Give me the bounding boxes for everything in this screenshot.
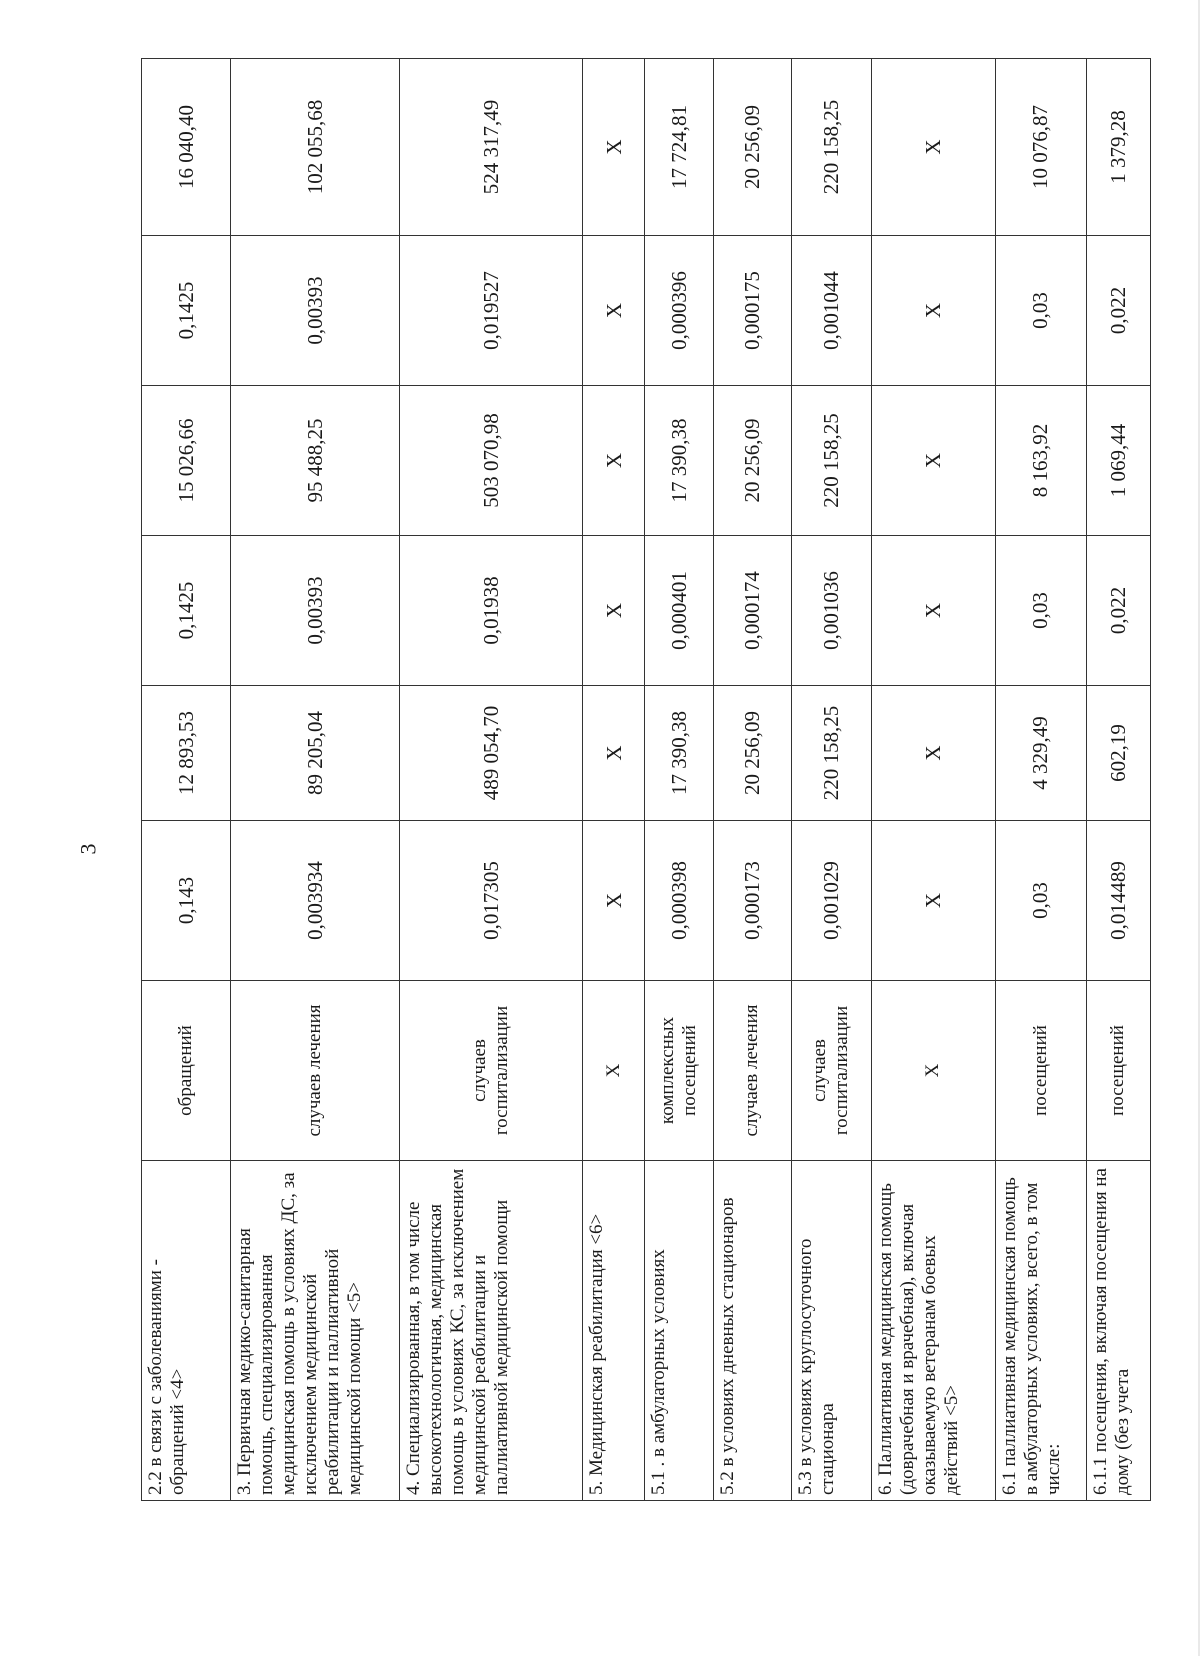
row-name-cell: 5.2 в условиях дневных стационаров — [714, 1161, 792, 1501]
value-cell: 0,014489 — [1086, 821, 1150, 981]
value-cell: 0,1425 — [142, 536, 231, 686]
unit-cell: комплексных посещений — [645, 981, 714, 1161]
value-cell: Х — [871, 386, 995, 536]
value-cell: 0,00393 — [230, 536, 400, 686]
value-cell: 0,000175 — [714, 236, 792, 386]
value-cell: 0,01938 — [400, 536, 583, 686]
table-row — [1086, 59, 1150, 1501]
value-cell: 0,001036 — [791, 536, 871, 686]
rotated-table-wrapper — [141, 59, 1151, 1501]
value-cell: 0,000398 — [645, 821, 714, 981]
value-cell: 524 317,49 — [400, 59, 583, 236]
table-row — [142, 59, 231, 1501]
value-cell: 0,000174 — [714, 536, 792, 686]
table-row — [714, 59, 792, 1501]
table-row — [583, 59, 645, 1501]
value-cell: 15 026,66 — [142, 386, 231, 536]
value-cell: 0,000396 — [645, 236, 714, 386]
value-cell: 17 390,38 — [645, 686, 714, 821]
unit-cell: случаев лечения — [714, 981, 792, 1161]
value-cell: 20 256,09 — [714, 686, 792, 821]
value-cell: 220 158,25 — [791, 386, 871, 536]
table-row — [400, 59, 583, 1501]
row-name-cell: 6.1.1 посещения, включая посещения на дому (без учета — [1086, 1161, 1150, 1501]
value-cell: 220 158,25 — [791, 686, 871, 821]
row-name-cell: 3. Первичная медико-санитарная помощь, специализированная медицинская помощь в условиях ДС, за исключением медицинской реабилитации и паллиативной медицинской помощи <5> — [230, 1161, 400, 1501]
value-cell: 0,000401 — [645, 536, 714, 686]
value-cell: 503 070,98 — [400, 386, 583, 536]
table-row — [230, 59, 400, 1501]
value-cell: 4 329,49 — [995, 686, 1086, 821]
value-cell: Х — [583, 236, 645, 386]
value-cell: 89 205,04 — [230, 686, 400, 821]
table-row — [871, 59, 995, 1501]
unit-cell: случаев госпитализации — [791, 981, 871, 1161]
row-name-cell: 5. Медицинская реабилитация <6> — [583, 1161, 645, 1501]
value-cell: Х — [583, 821, 645, 981]
row-name-cell: 5.1 . в амбулаторных условиях — [645, 1161, 714, 1501]
row-name-cell: 6. Паллиативная медицинская помощь (доврачебная и врачебная), включая оказываемую ветеранам боевых действий <5> — [871, 1161, 995, 1501]
value-cell: 12 893,53 — [142, 686, 231, 821]
value-cell: 0,022 — [1086, 536, 1150, 686]
value-cell: Х — [871, 821, 995, 981]
value-cell: 16 040,40 — [142, 59, 231, 236]
value-cell: 1 069,44 — [1086, 386, 1150, 536]
value-cell: Х — [871, 59, 995, 236]
page-number: 3 — [75, 843, 101, 855]
unit-cell: посещений — [995, 981, 1086, 1161]
value-cell: Х — [871, 686, 995, 821]
value-cell: 0,03 — [995, 821, 1086, 981]
value-cell: 0,001029 — [791, 821, 871, 981]
value-cell: 17 724,81 — [645, 59, 714, 236]
value-cell: Х — [871, 536, 995, 686]
value-cell: 489 054,70 — [400, 686, 583, 821]
row-name-cell: 2.2 в связи с заболеваниями - обращений <4> — [142, 1161, 231, 1501]
value-cell: 0,022 — [1086, 236, 1150, 386]
value-cell: 220 158,25 — [791, 59, 871, 236]
value-cell: 0,001044 — [791, 236, 871, 386]
row-name-cell: 6.1 паллиативная медицинская помощь в амбулаторных условиях, всего, в том числе: — [995, 1161, 1086, 1501]
table-row — [645, 59, 714, 1501]
value-cell: 0,03 — [995, 236, 1086, 386]
unit-cell: случаев лечения — [230, 981, 400, 1161]
value-cell: 0,143 — [142, 821, 231, 981]
value-cell: 0,000173 — [714, 821, 792, 981]
value-cell: 602,19 — [1086, 686, 1150, 821]
value-cell: 20 256,09 — [714, 59, 792, 236]
value-cell: Х — [583, 59, 645, 236]
unit-cell: Х — [583, 981, 645, 1161]
value-cell: 0,03 — [995, 536, 1086, 686]
table-row — [995, 59, 1086, 1501]
unit-cell: Х — [871, 981, 995, 1161]
value-cell: 20 256,09 — [714, 386, 792, 536]
value-cell: Х — [871, 236, 995, 386]
value-cell: Х — [583, 386, 645, 536]
unit-cell: случаев госпитализации — [400, 981, 583, 1161]
value-cell: 0,1425 — [142, 236, 231, 386]
row-name-cell: 5.3 в условиях круглосуточного стационара — [791, 1161, 871, 1501]
unit-cell: посещений — [1086, 981, 1150, 1161]
row-name-cell: 4. Специализированная, в том числе высокотехнологичная, медицинская помощь в условиях КС, за исключением медицинской реабилитации и паллиативной медицинской помощи — [400, 1161, 583, 1501]
value-cell: 0,017305 — [400, 821, 583, 981]
value-cell: Х — [583, 536, 645, 686]
value-cell: 0,003934 — [230, 821, 400, 981]
value-cell: 8 163,92 — [995, 386, 1086, 536]
value-cell: 1 379,28 — [1086, 59, 1150, 236]
value-cell: 17 390,38 — [645, 386, 714, 536]
value-cell: 95 488,25 — [230, 386, 400, 536]
table-row — [791, 59, 871, 1501]
value-cell: Х — [583, 686, 645, 821]
value-cell: 0,019527 — [400, 236, 583, 386]
unit-cell: обращений — [142, 981, 231, 1161]
value-cell: 102 055,68 — [230, 59, 400, 236]
value-cell: 10 076,87 — [995, 59, 1086, 236]
value-cell: 0,00393 — [230, 236, 400, 386]
standards-table — [141, 58, 1151, 1501]
